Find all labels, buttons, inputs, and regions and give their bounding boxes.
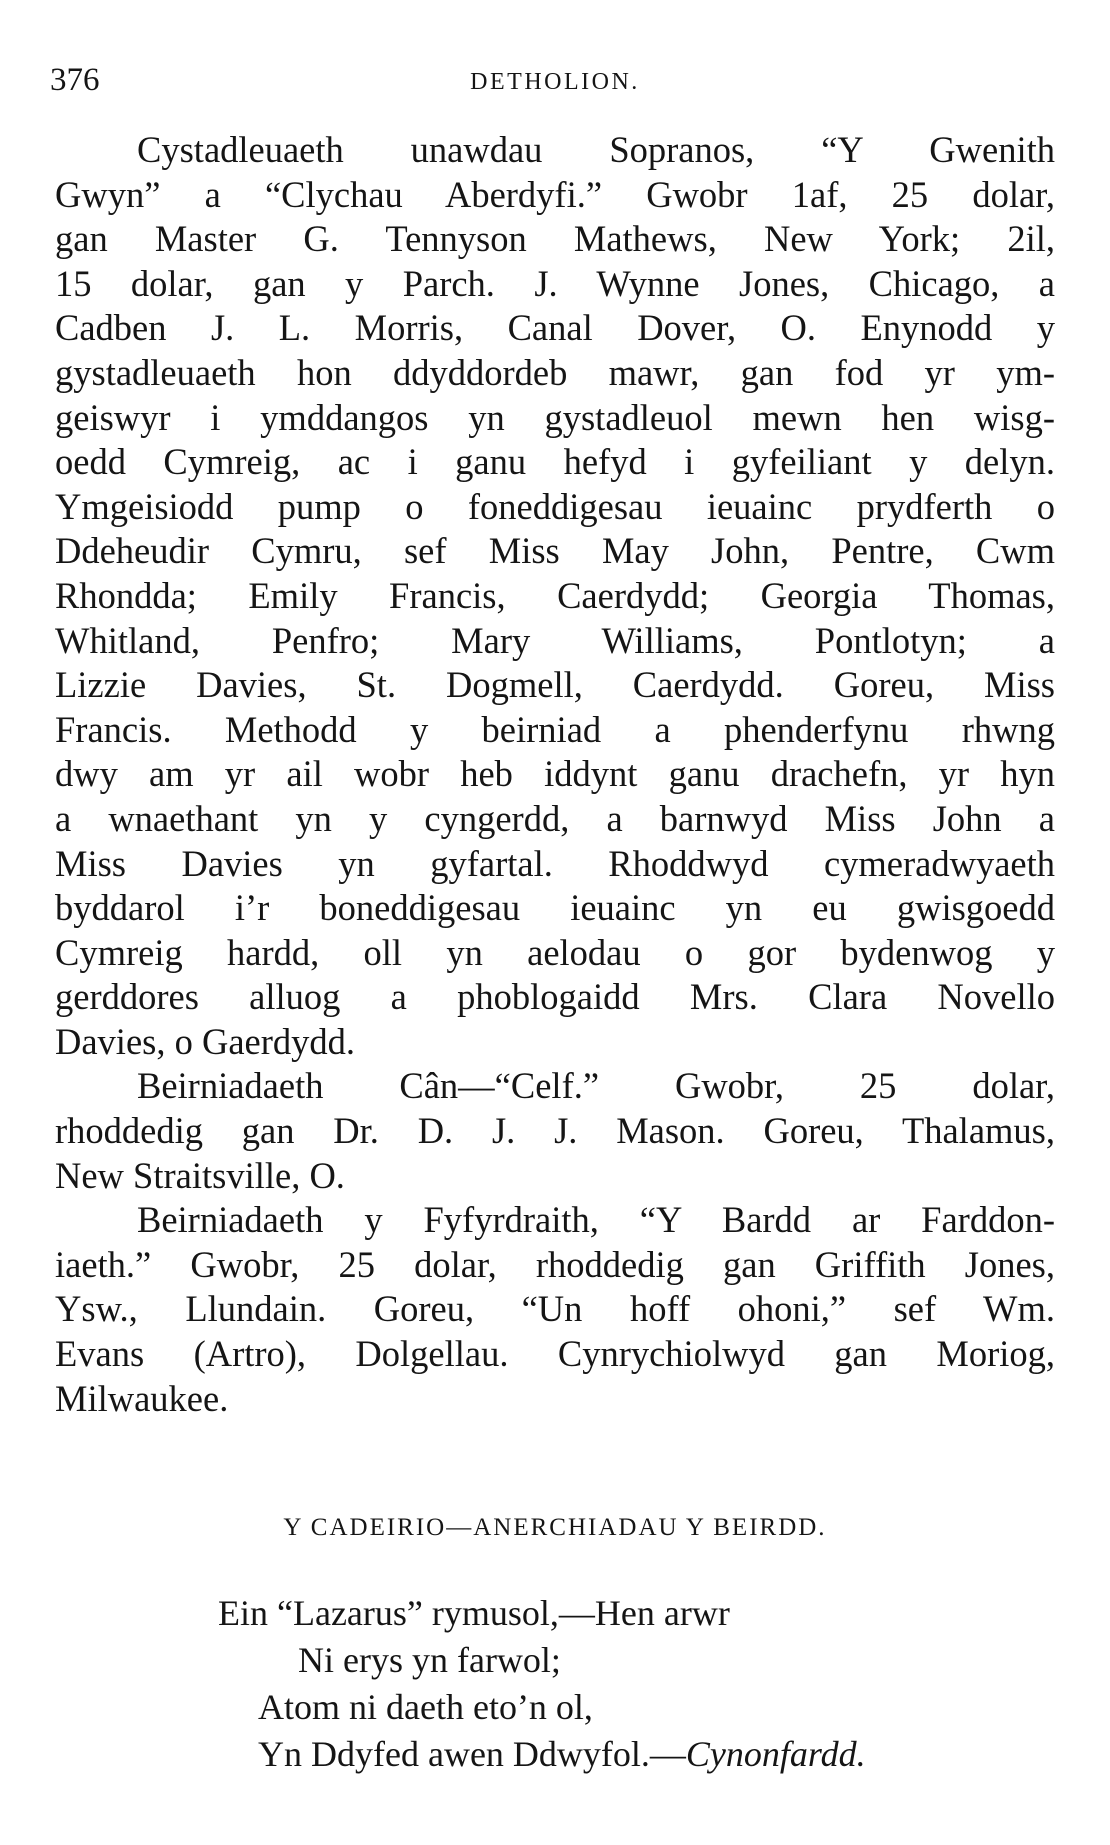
text-line: Cystadleuaeth unawdau Sopranos, “Y Gwenith <box>137 129 1055 170</box>
text-line: Rhondda; Emily Francis, Caerdydd; Georgia Thomas, <box>55 574 1055 616</box>
paragraph-meditation-adjudication <box>55 1198 1055 1421</box>
text-line: oedd Cymreig, ac i ganu hefyd i gyfeiliant y delyn. <box>55 441 1055 483</box>
text-line: dwy am yr ail wobr heb iddynt ganu drachefn, yr hyn <box>55 753 1055 795</box>
text-line: Beirniadaeth Cân—“Celf.” Gwobr, 25 dolar, <box>137 1065 1055 1107</box>
text-line: New Straitsville, O. <box>55 1154 345 1196</box>
text-line: iaeth.” Gwobr, 25 dolar, rhoddedig gan Griffith Jones, <box>55 1243 1055 1285</box>
verse-attribution: Cynonfardd. <box>685 1734 866 1774</box>
page-number: 376 <box>50 62 100 98</box>
text-line: Cadben J. L. Morris, Canal Dover, O. Enynodd y <box>55 307 1055 349</box>
verse-line: Atom ni daeth eto’n ol, <box>258 1687 593 1727</box>
text-line: Ysw., Llundain. Goreu, “Un hoff ohoni,” sef Wm. <box>55 1288 1055 1330</box>
text-line: byddarol i’r boneddigesau ieuainc yn eu gwisgoedd <box>55 887 1055 929</box>
text-line: 15 dolar, gan y Parch. J. Wynne Jones, Chicago, a <box>55 262 1055 304</box>
text-line: Beirniadaeth y Fyfyrdraith, “Y Bardd ar Farddon- <box>137 1199 1055 1241</box>
paragraph-eisteddfod-sopranos <box>55 128 1055 1064</box>
text-line: Whitland, Penfro; Mary Williams, Pontlotyn; a <box>55 619 1055 661</box>
verse-line-text: Yn Ddyfed awen Ddwyfol.— <box>258 1734 686 1774</box>
text-line: Cymreig hardd, oll yn aelodau o gor bydenwog y <box>55 931 1055 973</box>
text-line: Evans (Artro), Dolgellau. Cynrychiolwyd gan Moriog, <box>55 1333 1055 1375</box>
paragraph-song-adjudication <box>55 1064 1055 1198</box>
text-line: gan Master G. Tennyson Mathews, New York; 2il, <box>55 218 1055 260</box>
running-title: DETHOLION. <box>470 69 640 95</box>
text-line: Francis. Methodd y beirniad a phenderfynu rhwng <box>55 708 1055 750</box>
text-line: Lizzie Davies, St. Dogmell, Caerdydd. Goreu, Miss <box>55 664 1055 706</box>
text-line: a wnaethant yn y cyngerdd, a barnwyd Miss John a <box>55 797 1055 839</box>
text-line: Ddeheudir Cymru, sef Miss May John, Pentre, Cwm <box>55 530 1055 572</box>
text-line: rhoddedig gan Dr. D. J. J. Mason. Goreu, Thalamus, <box>55 1110 1055 1152</box>
text-line: Miss Davies yn gyfartal. Rhoddwyd cymeradwyaeth <box>55 842 1055 884</box>
verse-englyn <box>218 1590 1068 1778</box>
verse-line: Ni erys yn farwol; <box>298 1640 561 1680</box>
text-line: gystadleuaeth hon ddyddordeb mawr, gan fod yr ym- <box>55 351 1055 393</box>
text-line: Gwyn” a “Clychau Aberdyfi.” Gwobr 1af, 25 dolar, <box>55 173 1055 215</box>
body-text <box>55 128 1055 1421</box>
verse-line-last <box>218 1731 1068 1778</box>
verse-line: Ein “Lazarus” rymusol,—Hen arwr <box>218 1593 730 1633</box>
text-line: Davies, o Gaerdydd. <box>55 1020 356 1062</box>
text-line: Ymgeisiodd pump o foneddigesau ieuainc prydferth o <box>55 485 1055 527</box>
running-head <box>50 58 1060 102</box>
text-line: geiswyr i ymddangos yn gystadleuol mewn hen wisg- <box>55 396 1055 438</box>
text-line: Milwaukee. <box>55 1377 229 1419</box>
text-line: gerddores alluog a phoblogaidd Mrs. Clara Novello <box>55 976 1055 1018</box>
section-heading: Y CADEIRIO—ANERCHIADAU Y BEIRDD. <box>283 1514 827 1541</box>
